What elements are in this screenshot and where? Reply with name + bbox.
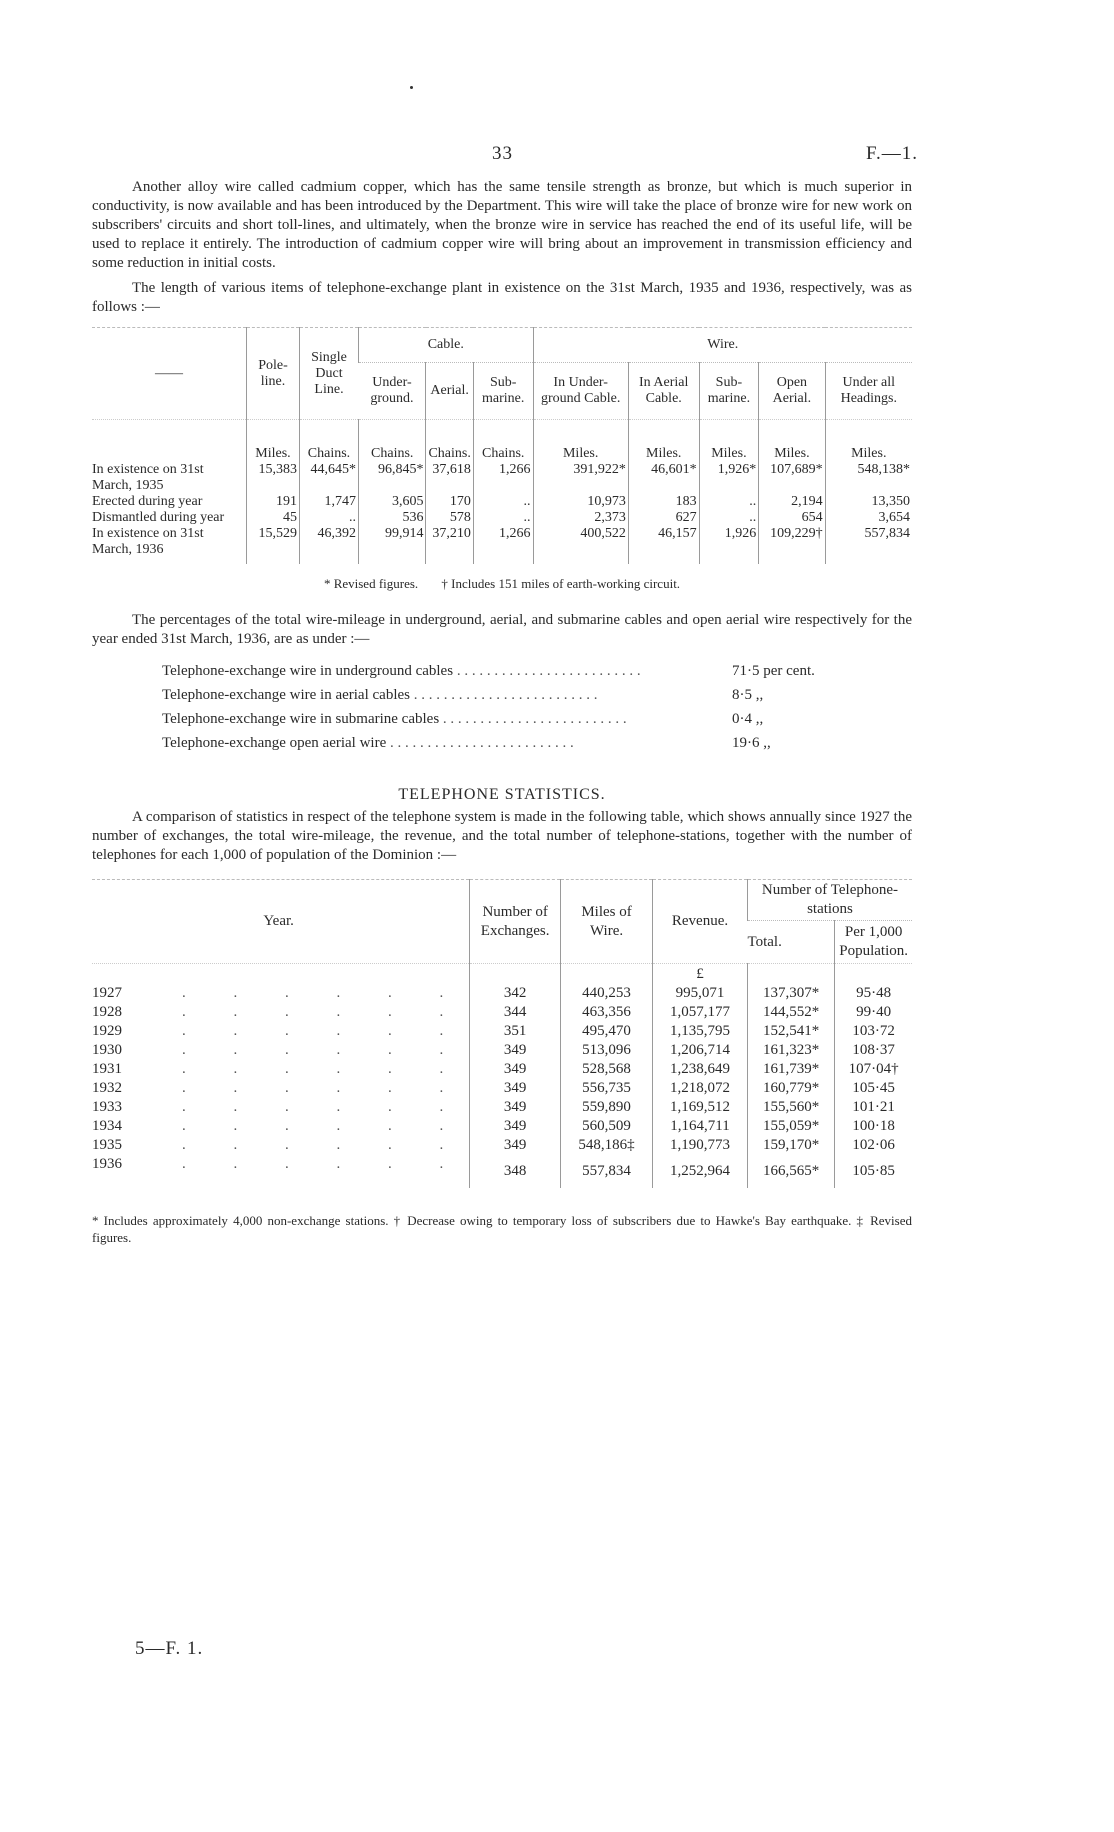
- cell: 557,834: [825, 526, 912, 564]
- year: 1932: [92, 1080, 122, 1096]
- cell: ..: [699, 510, 759, 526]
- stations-total: 144,552*: [747, 1003, 834, 1022]
- revenue: 1,057,177: [653, 1003, 748, 1022]
- percentage-label: Telephone-exchange wire in submarine cables . . .: [162, 707, 726, 731]
- cell: 45: [247, 510, 300, 526]
- miles-of-wire: 556,735: [561, 1079, 653, 1098]
- table-row: [92, 1041, 912, 1060]
- per-1000: 105·45: [835, 1079, 912, 1098]
- year: 1936: [92, 1156, 122, 1172]
- unit: Miles.: [759, 420, 825, 463]
- stats-col-year: Year.: [92, 880, 470, 964]
- year: 1935: [92, 1137, 122, 1153]
- per-1000: 108·37: [835, 1041, 912, 1060]
- per-1000: 95·48: [835, 984, 912, 1003]
- telephone-statistics-table: [92, 879, 912, 1188]
- percentage-value: 71·5 per cent.: [732, 663, 815, 679]
- plant-col-wire-open: Open Aerial.: [759, 363, 825, 420]
- revenue: 1,238,649: [653, 1060, 748, 1079]
- page-number: 33: [492, 143, 513, 164]
- table-row: [92, 1079, 912, 1098]
- year: 1930: [92, 1042, 122, 1058]
- cell: 37,618: [426, 462, 473, 494]
- plant-group-wire: Wire.: [533, 328, 912, 363]
- dot-leader: . . . . . .: [182, 1137, 466, 1153]
- cell: 400,522: [533, 526, 628, 564]
- exchanges: 349: [470, 1098, 561, 1117]
- per-1000: 99·40: [835, 1003, 912, 1022]
- table-row: [92, 1136, 912, 1155]
- plant-group-cable: Cable.: [359, 328, 534, 363]
- revenue: 995,071: [653, 984, 748, 1003]
- cell: 96,845*: [359, 462, 426, 494]
- unit: Miles.: [825, 420, 912, 463]
- plant-col-wire-underground: In Under-ground Cable.: [533, 363, 628, 420]
- exchanges: 351: [470, 1022, 561, 1041]
- cell: 10,973: [533, 494, 628, 510]
- cell: ..: [300, 510, 359, 526]
- table-row: [92, 1022, 912, 1041]
- miles-of-wire: 513,096: [561, 1041, 653, 1060]
- table-row: [92, 1060, 912, 1079]
- document-reference: F.—1.: [865, 143, 918, 164]
- unit: Chains.: [473, 420, 533, 463]
- stats-footnote: * Includes approximately 4,000 non-exchange stations. † Decrease owing to temporary loss of subscribers due to Hawke's Bay earthquake. ‡ Revised figures.: [92, 1213, 912, 1245]
- revenue: 1,135,795: [653, 1022, 748, 1041]
- exchanges: 342: [470, 984, 561, 1003]
- plant-row: [92, 462, 912, 494]
- table-row: [92, 1155, 912, 1188]
- year: 1933: [92, 1099, 122, 1115]
- plant-col-wire-all: Under all Headings.: [825, 363, 912, 420]
- row-label: In existence on 31st March, 1935: [92, 462, 204, 493]
- cell: ..: [699, 494, 759, 510]
- footnote-revised: * Revised figures.: [323, 576, 419, 591]
- currency-row: [92, 964, 912, 985]
- cell: 3,605: [359, 494, 426, 510]
- paragraph-percent-intro: The percentages of the total wire-mileage in underground, aerial, and submarine cables and open aerial wire respectively for the year ended 31st March, 1936, are as under :—: [92, 612, 912, 647]
- cell: 191: [247, 494, 300, 510]
- dot-leader: . . . . . .: [182, 985, 466, 1001]
- year: 1927: [92, 985, 122, 1001]
- miles-of-wire: 557,834: [561, 1155, 653, 1188]
- plant-row: [92, 494, 912, 510]
- plant-col-cable-aerial: Aerial.: [426, 363, 473, 420]
- cell: 578: [426, 510, 473, 526]
- revenue: 1,252,964: [653, 1155, 748, 1188]
- year: 1928: [92, 1004, 122, 1020]
- plant-row: [92, 510, 912, 526]
- cell: 107,689*: [759, 462, 825, 494]
- cell: 109,229†: [759, 526, 825, 564]
- revenue: 1,206,714: [653, 1041, 748, 1060]
- percentage-label: Telephone-exchange open aerial wire . . .: [162, 731, 726, 755]
- cell: 1,926*: [699, 462, 759, 494]
- stations-total: 161,739*: [747, 1060, 834, 1079]
- year: 1931: [92, 1061, 122, 1077]
- per-1000: 103·72: [835, 1022, 912, 1041]
- cell: 15,383: [247, 462, 300, 494]
- stations-total: 155,059*: [747, 1117, 834, 1136]
- miles-of-wire: 463,356: [561, 1003, 653, 1022]
- cell: 391,922*: [533, 462, 628, 494]
- plant-col-label: ——: [92, 328, 247, 420]
- cell: 15,529: [247, 526, 300, 564]
- per-1000: 107·04†: [835, 1060, 912, 1079]
- row-label: In existence on 31st March, 1936: [92, 526, 204, 557]
- cell: 37,210: [426, 526, 473, 564]
- unit: Miles.: [699, 420, 759, 463]
- percentage-value: 8·5 ,,: [732, 687, 764, 703]
- unit: Chains.: [300, 420, 359, 463]
- paragraph-cadmium-copper: Another alloy wire called cadmium copper, which has the same tensile strength as bronze, but which is much superior in conductivity, is now available and has been introduced by the Department. This wire will take the place of bronze wire for new work on subscribers' circuits and short toll-lines, and ultimately, when the bronze wire in service has reached the end of its useful life, will be used to replace it entirely. The introduction of cadmium copper wire will bring about an improvement in transmission efficiency and some reduction in initial costs.: [92, 179, 912, 271]
- table-row: [92, 1117, 912, 1136]
- stations-total: 166,565*: [747, 1155, 834, 1188]
- cell: 1,266: [473, 462, 533, 494]
- percentage-list: [162, 659, 842, 755]
- unit: Miles.: [628, 420, 699, 463]
- plant-col-cable-underground: Under-ground.: [370, 375, 414, 406]
- paragraph-stats-intro: A comparison of statistics in respect of the telephone system is made in the following table, which shows annually since 1927 the number of exchanges, the total wire-mileage, the revenue, and the total number of telephone-stations, together with the number of telephones for each 1,000 of population of the Dominion :—: [92, 809, 912, 863]
- stations-total: 152,541*: [747, 1022, 834, 1041]
- table-row: [92, 984, 912, 1003]
- plant-col-wire-submarine: Sub-marine.: [699, 363, 759, 420]
- cell: 183: [628, 494, 699, 510]
- percentage-label: Telephone-exchange wire in underground cables . . .: [162, 659, 726, 683]
- stations-total: 137,307*: [747, 984, 834, 1003]
- list-item: [162, 707, 842, 731]
- stats-col-exchanges: Number of Exchanges.: [470, 880, 561, 964]
- row-label: Dismantled during year: [92, 510, 225, 525]
- per-1000: 101·21: [835, 1098, 912, 1117]
- plant-units-row: [92, 420, 912, 463]
- cell: 2,373: [533, 510, 628, 526]
- exchanges: 349: [470, 1041, 561, 1060]
- cell: 1,266: [473, 526, 533, 564]
- dot-leader: . . . . . .: [182, 1156, 466, 1172]
- unit: Miles.: [247, 420, 300, 463]
- cell: 99,914: [359, 526, 426, 564]
- footnote-earth-circuit: † Includes 151 miles of earth-working circuit.: [441, 576, 681, 591]
- cell: 654: [759, 510, 825, 526]
- unit: Chains.: [426, 420, 473, 463]
- revenue: 1,169,512: [653, 1098, 748, 1117]
- cell: 1,747: [300, 494, 359, 510]
- miles-of-wire: 440,253: [561, 984, 653, 1003]
- miles-of-wire: 495,470: [561, 1022, 653, 1041]
- stations-total: 155,560*: [747, 1098, 834, 1117]
- per-1000: 105·85: [835, 1155, 912, 1188]
- page-header: [92, 143, 918, 174]
- dot-leader: . . . . . .: [182, 1080, 466, 1096]
- page: [92, 0, 918, 1246]
- year: 1929: [92, 1023, 122, 1039]
- currency-symbol: £: [653, 964, 748, 985]
- revenue: 1,190,773: [653, 1136, 748, 1155]
- plant-footnotes: [92, 574, 912, 593]
- stats-col-total: Total.: [747, 933, 782, 950]
- exchanges: 348: [470, 1155, 561, 1188]
- miles-of-wire: 528,568: [561, 1060, 653, 1079]
- per-1000: 102·06: [835, 1136, 912, 1155]
- plant-col-single-duct: Single Duct Line.: [300, 328, 359, 420]
- stations-total: 159,170*: [747, 1136, 834, 1155]
- list-item: [162, 659, 842, 683]
- exchanges: 344: [470, 1003, 561, 1022]
- stats-group-stations: Number of Telephone-stations: [747, 880, 912, 921]
- exchanges: 349: [470, 1117, 561, 1136]
- plant-col-wire-aerial: In Aerial Cable.: [628, 363, 699, 420]
- exchanges: 349: [470, 1060, 561, 1079]
- percentage-value: 0·4 ,,: [732, 711, 764, 727]
- per-1000: 100·18: [835, 1117, 912, 1136]
- revenue: 1,164,711: [653, 1117, 748, 1136]
- cell: ..: [473, 510, 533, 526]
- cell: 170: [426, 494, 473, 510]
- dot-leader: . . . . . .: [182, 1099, 466, 1115]
- stats-col-miles: Miles of Wire.: [561, 880, 653, 964]
- stats-col-revenue: Revenue.: [653, 880, 748, 964]
- exchanges: 349: [470, 1136, 561, 1155]
- paragraph-plant-intro: The length of various items of telephone-exchange plant in existence on the 31st March, 1935 and 1936, respectively, was as follows :—: [92, 280, 912, 315]
- miles-of-wire: 548,186‡: [561, 1136, 653, 1155]
- cell: 44,645*: [300, 462, 359, 494]
- cell: 46,157: [628, 526, 699, 564]
- stats-col-per-1000: Per 1,000 Population.: [835, 921, 912, 964]
- unit: Miles.: [533, 420, 628, 463]
- percentage-value: 19·6 ,,: [732, 735, 771, 751]
- list-item: [162, 731, 842, 755]
- miles-of-wire: 560,509: [561, 1117, 653, 1136]
- year: 1934: [92, 1118, 122, 1134]
- cell: 46,601*: [628, 462, 699, 494]
- exchange-plant-table: [92, 327, 912, 564]
- table-row: [92, 1003, 912, 1022]
- plant-row: [92, 526, 912, 564]
- cell: 2,194: [759, 494, 825, 510]
- percentage-label: Telephone-exchange wire in aerial cables . . .: [162, 683, 726, 707]
- dot-leader: . . . . . .: [182, 1023, 466, 1039]
- cell: 627: [628, 510, 699, 526]
- plant-col-pole: Pole-line.: [247, 328, 300, 420]
- section-heading-telephone-statistics: TELEPHONE STATISTICS.: [398, 786, 606, 803]
- stations-total: 160,779*: [747, 1079, 834, 1098]
- cell: 13,350: [825, 494, 912, 510]
- cell: 46,392: [300, 526, 359, 564]
- cell: 3,654: [825, 510, 912, 526]
- cell: 536: [359, 510, 426, 526]
- dot-leader: . . . . . .: [182, 1118, 466, 1134]
- list-item: [162, 683, 842, 707]
- cell: 1,926: [699, 526, 759, 564]
- stations-total: 161,323*: [747, 1041, 834, 1060]
- cell: 548,138*: [825, 462, 912, 494]
- dot-leader: . . . . . .: [182, 1061, 466, 1077]
- exchanges: 349: [470, 1079, 561, 1098]
- revenue: 1,218,072: [653, 1079, 748, 1098]
- dot-leader: . . . . . .: [182, 1004, 466, 1020]
- cell: ..: [473, 494, 533, 510]
- row-label: Erected during year: [92, 494, 203, 509]
- dot-leader: . . . . . .: [182, 1042, 466, 1058]
- unit: Chains.: [359, 420, 426, 463]
- plant-col-cable-submarine: Sub-marine.: [473, 363, 533, 420]
- table-row: [92, 1098, 912, 1117]
- page-signature: 5—F. 1.: [135, 1638, 204, 1659]
- miles-of-wire: 559,890: [561, 1098, 653, 1117]
